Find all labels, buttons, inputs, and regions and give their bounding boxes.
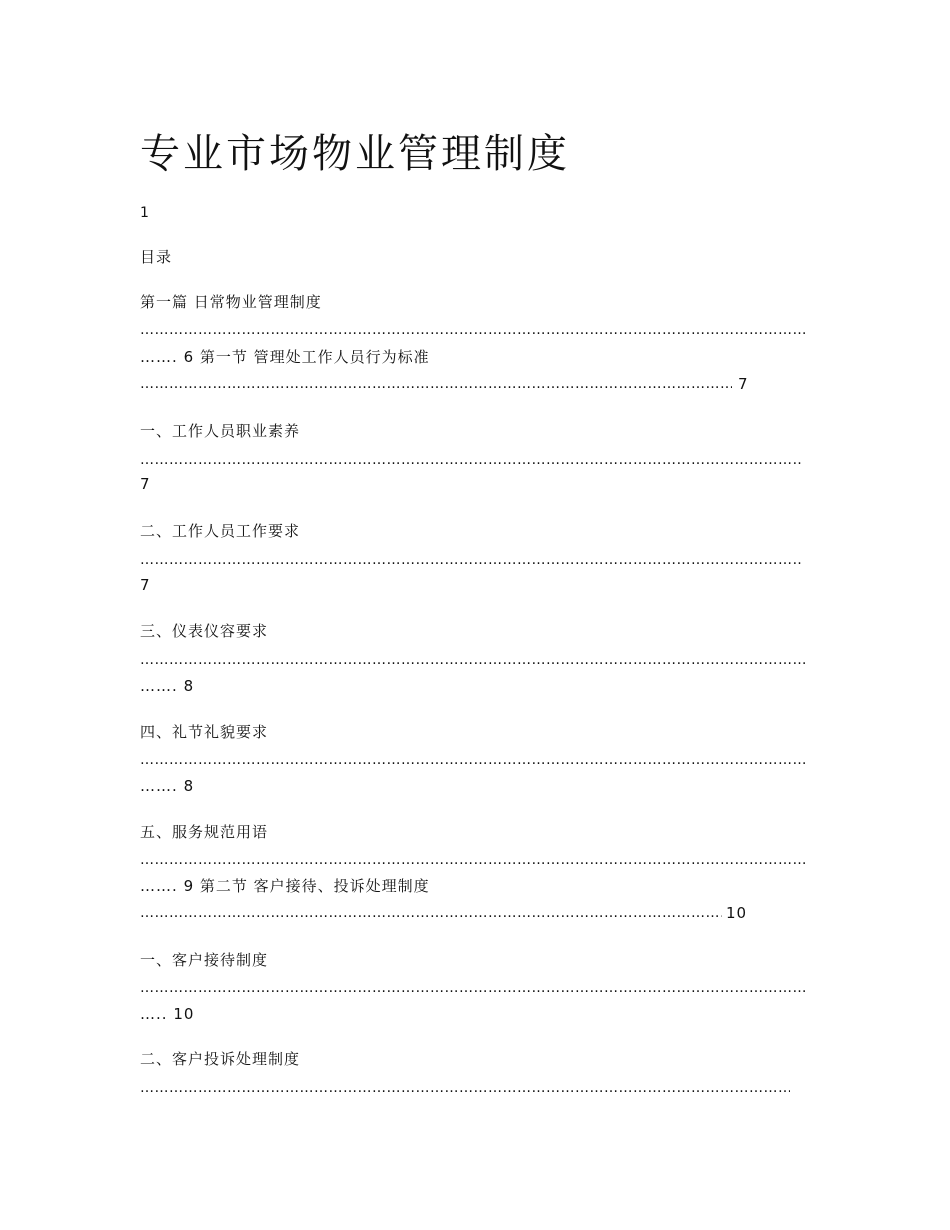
toc-leader-dots bbox=[140, 850, 808, 870]
toc-item-2-page[interactable]: 7 bbox=[140, 576, 151, 594]
toc-part-1-label[interactable]: 第一篇 日常物业管理制度 bbox=[140, 293, 322, 311]
toc-item-4-page[interactable]: 8 bbox=[183, 777, 195, 795]
toc-leader-dots bbox=[140, 374, 732, 394]
toc-item-5-label[interactable]: 五、服务规范用语 bbox=[140, 823, 269, 841]
toc-section-2-page[interactable]: 10 bbox=[726, 904, 748, 922]
toc-line bbox=[140, 347, 430, 367]
toc-leader-dots: ……. bbox=[140, 777, 178, 795]
document-title: 专业市场物业管理制度 bbox=[140, 131, 570, 177]
toc-leader-dots bbox=[140, 650, 808, 670]
toc-line bbox=[140, 676, 194, 696]
toc-item-3-page[interactable]: 8 bbox=[183, 677, 195, 695]
toc-leader-dots: ……. bbox=[140, 348, 178, 366]
toc-leader-dots bbox=[140, 450, 802, 470]
toc-leader-dots: ….. bbox=[140, 1005, 168, 1023]
toc-section-1-label[interactable]: 第一节 管理处工作人员行为标准 bbox=[199, 348, 430, 366]
toc-item-1-label[interactable]: 一、工作人员职业素养 bbox=[140, 422, 301, 440]
toc-line bbox=[140, 1004, 194, 1024]
toc-leader-dots bbox=[140, 1078, 790, 1098]
toc-heading: 目录 bbox=[140, 248, 173, 266]
toc-line bbox=[140, 876, 430, 896]
toc-leader-dots bbox=[140, 750, 808, 770]
toc-leader-dots bbox=[140, 320, 808, 340]
toc-leader-dots bbox=[140, 550, 802, 570]
toc-item-7-label[interactable]: 二、客户投诉处理制度 bbox=[140, 1050, 301, 1068]
toc-item-1-page[interactable]: 7 bbox=[140, 475, 151, 493]
toc-leader-dots bbox=[140, 978, 808, 998]
toc-leader-dots: ……. bbox=[140, 877, 178, 895]
toc-leader-dots bbox=[140, 903, 722, 923]
toc-section-2-label[interactable]: 第二节 客户接待、投诉处理制度 bbox=[199, 877, 430, 895]
toc-item-6-page[interactable]: 10 bbox=[173, 1005, 195, 1023]
toc-line bbox=[140, 776, 194, 796]
toc-part-1-page[interactable]: 6 bbox=[183, 348, 195, 366]
toc-item-6-label[interactable]: 一、客户接待制度 bbox=[140, 951, 269, 969]
toc-item-3-label[interactable]: 三、仪表仪容要求 bbox=[140, 622, 269, 640]
toc-item-5-page[interactable]: 9 bbox=[183, 877, 195, 895]
toc-leader-dots: ……. bbox=[140, 677, 178, 695]
toc-section-1-page[interactable]: 7 bbox=[738, 375, 749, 393]
toc-item-4-label[interactable]: 四、礼节礼貌要求 bbox=[140, 723, 269, 741]
page-number: 1 bbox=[140, 205, 150, 221]
toc-item-2-label[interactable]: 二、工作人员工作要求 bbox=[140, 522, 301, 540]
